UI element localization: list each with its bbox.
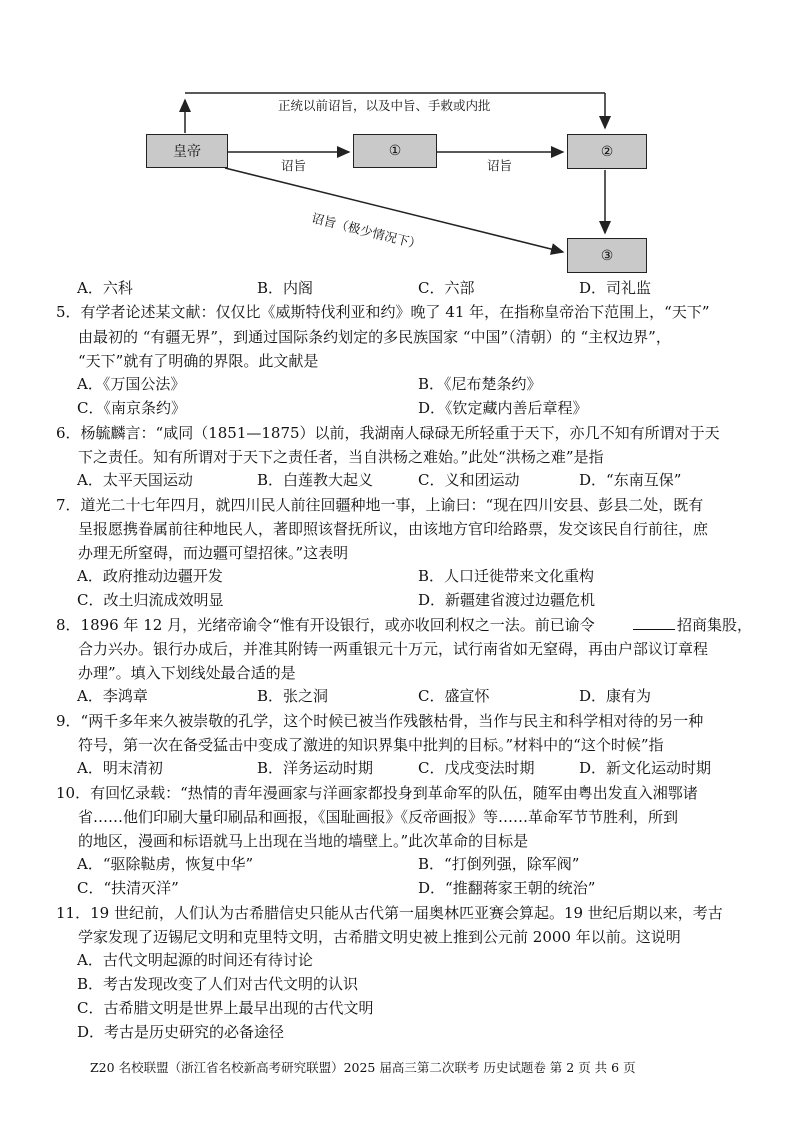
q10-option-b: B．“打倒列强，除军阀” [418, 855, 580, 873]
q7-line-1: 7．道光二十七年四月，就四川民人前往回疆种地一事，上谕曰：“现在四川安县、彭县二处，既有 [56, 496, 704, 514]
q4-option-c: C．六部 [418, 279, 475, 297]
node-emperor-label: 皇帝 [173, 144, 201, 160]
q5-option-a: A．《万国公法》 [77, 375, 186, 393]
q6-line-2: 下之责任。知有所谓对于天下之责任者，当自洪杨之难始。”此处“洪杨之难”是指 [78, 448, 604, 466]
top-route-label: 正统以前诏旨，以及中旨、手敕或内批 [278, 98, 491, 113]
q8-line-3: 办理”。填入下划线处最合适的是 [78, 664, 296, 682]
q11-option-d: D．考古是历史研究的必备途径 [77, 1023, 285, 1041]
node-1 [353, 134, 437, 168]
q9-line-2: 符号，第一次在备受猛击中变成了激进的知识界集中批判的目标。”材料中的“这个时候”指 [78, 736, 664, 754]
node-2-label: ② [600, 143, 614, 160]
node-3 [567, 238, 647, 273]
q7-option-d: D．新疆建省渡过边疆危机 [418, 591, 596, 609]
node-1-label: ① [388, 143, 402, 159]
q8-line-1a: 8．1896 年 12 月，光绪帝谕令“惟有开设银行，或亦收回利权之一法。前已谕令 [56, 616, 595, 634]
node-3-label: ③ [600, 247, 614, 264]
page-footer: Z20 名校联盟（浙江省名校新高考研究联盟）2025 届高三第二次联考 历史试题卷 第 2 页 共 6 页 [90, 1060, 636, 1075]
q8-option-b: B．张之洞 [257, 687, 329, 705]
q5-option-c: C．《南京条约》 [77, 399, 186, 417]
q9-line-1: 9．“两千多年来久被崇敬的孔学，这个时候已被当作残骸枯骨，当作与民主和科学相对待的另一种 [56, 712, 704, 730]
q7-option-a: A．政府推动边疆开发 [77, 567, 223, 585]
q6-option-a: A．太平天国运动 [77, 471, 193, 489]
q7-line-3: 办理无所窒碍，而边疆可望招徕。”这表明 [78, 544, 349, 562]
q6-option-d: D．“东南互保” [579, 471, 682, 489]
q10-line-1: 10．有回忆录载：“热情的青年漫画家与洋画家都投身到革命军的队伍，随军由粤出发直入湘鄂诸 [56, 784, 698, 802]
q9-option-c: C．戊戌变法时期 [418, 759, 535, 777]
q8-line-2: 合力兴办。银行办成后，并准其附铸一两重银元十万元，试行南省如无窒碍，再由户部议订章程 [78, 640, 709, 658]
q11-line-1: 11．19 世纪前，人们认为古希腊信史只能从古代第一届奥林匹亚赛会算起。19 世纪后期以来，考古 [56, 904, 723, 922]
q8-option-d: D．康有为 [579, 687, 652, 705]
q10-line-2: 省……他们印刷大量印刷品和画报，《国耻画报》《反帝画报》等……革命军节节胜利，所到 [78, 808, 679, 826]
q9-option-a: A．明末清初 [77, 759, 163, 777]
diagonal-route-label: 诏旨（极少情况下） [310, 210, 423, 252]
q5-line-3: “天下”就有了明确的界限。此文献是 [78, 352, 319, 370]
q8-blank [633, 629, 675, 630]
q8-option-c: C．盛宣怀 [418, 687, 490, 705]
q11-option-b: B．考古发现改变了人们对古代文明的认识 [77, 975, 359, 993]
left-route-label: 诏旨 [281, 158, 307, 173]
q8-line-1b: 招商集股， [677, 616, 753, 634]
right-route-label: 诏旨 [487, 158, 513, 173]
q7-option-c: C．改土归流成效明显 [77, 591, 224, 609]
q9-option-b: B．洋务运动时期 [257, 759, 374, 777]
q5-option-d: D．《钦定藏内善后章程》 [418, 399, 588, 417]
q5-line-2: 由最初的 “有疆无界”，到通过国际条约划定的多民族国家 “中国”（清朝）的 “主权边界”， [78, 328, 671, 346]
q10-option-c: C．“扶清灭洋” [77, 879, 179, 897]
node-emperor [146, 134, 228, 168]
q4-option-b: B．内阁 [257, 279, 314, 297]
q10-line-3: 的地区，漫画和标语就马上出现在当地的墙壁上。”此次革命的目标是 [78, 832, 529, 850]
q6-option-c: C．义和团运动 [418, 471, 520, 489]
q4-option-d: D．司礼监 [579, 279, 652, 297]
node-2 [567, 134, 647, 169]
q7-line-2: 呈报愿携眷属前往种地民人，著即照该督抚所议，由该地方官印给路票，发交该民自行前往，庶 [78, 520, 709, 538]
q4-option-a: A．六科 [77, 279, 133, 297]
q5-line-1: 5．有学者论述某文献：仅仅比《威斯特伐利亚和约》晚了 41 年，在指称皇帝治下范围上，“天下” [56, 303, 710, 321]
q6-option-b: B．白莲教大起义 [257, 471, 374, 489]
q11-option-a: A．古代文明起源的时间还有待讨论 [77, 951, 313, 969]
q11-line-2: 学家发现了迈锡尼文明和克里特文明，古希腊文明史被上推到公元前 2000 年以前。这说明 [78, 928, 681, 946]
q9-option-d: D．新文化运动时期 [579, 759, 712, 777]
q8-option-a: A．李鸿章 [77, 687, 148, 705]
q10-option-a: A．“驱除鞑虏，恢复中华” [77, 855, 254, 873]
q10-option-d: D．“推翻蒋家王朝的统治” [418, 879, 596, 897]
q5-option-b: B．《尼布楚条约》 [418, 375, 542, 393]
q7-option-b: B．人口迁徙带来文化重构 [418, 567, 595, 585]
q11-option-c: C．古希腊文明是世界上最早出现的古代文明 [77, 999, 374, 1017]
q6-line-1: 6．杨毓麟言：“咸同（1851—1875）以前，我湖南人碌碌无所轻重于天下，亦几不知有所谓对于天 [56, 424, 720, 442]
